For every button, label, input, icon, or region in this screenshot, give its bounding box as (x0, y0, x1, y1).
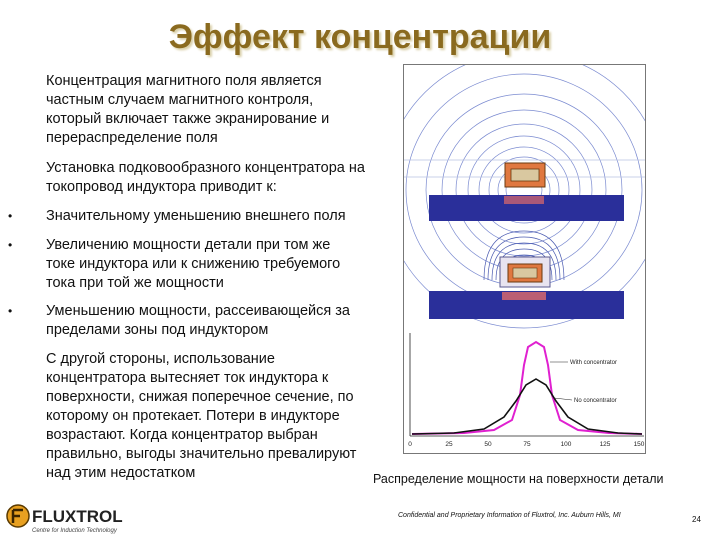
bullet-marker: • (8, 238, 13, 252)
field-figure (403, 64, 646, 454)
x-tick-label: 125 (599, 441, 611, 448)
bullet-marker: • (8, 304, 13, 318)
series-no-concentrator (412, 379, 642, 434)
fluxtrol-logo (4, 498, 144, 538)
bullet-item-3: Уменьшению мощности, рассеивающейся за пределами зоны под индуктором (46, 303, 350, 338)
bullet-marker: • (8, 209, 13, 223)
logo-subtitle: Centre for Induction Technology (32, 528, 117, 534)
legend-with-concentrator: With concentrator (570, 360, 618, 366)
lead-paragraph: Установка подковообразного концентратора на токопровод индуктора приводит к: (46, 160, 365, 195)
bullet-item-2: Увеличению мощности детали при том же токе индуктора или к снижению требуемого тока при той же мощности (46, 237, 341, 291)
series-with-concentrator (412, 342, 642, 434)
logo-wordmark: FLUXTROL (32, 507, 123, 526)
figure-caption: Распределение мощности на поверхности детали (373, 472, 664, 486)
intro-paragraph: Концентрация магнитного поля является частным случаем магнитного контроля, который включает также экранирование и перераспределение поля (46, 73, 330, 146)
legend-no-concentrator: No concentrator (574, 398, 617, 404)
x-tick-label: 0 (408, 441, 412, 448)
power-chart (408, 333, 645, 448)
x-tick-label: 25 (445, 441, 453, 448)
page-number: 24 (692, 515, 701, 524)
x-tick-label: 50 (484, 441, 492, 448)
x-tick-label: 100 (560, 441, 572, 448)
confidential-notice: Confidential and Proprietary Information of Fluxtrol, Inc. Auburn Hills, MI (398, 512, 621, 519)
x-tick-label: 150 (633, 441, 645, 448)
slide-title: Эффект концентрации (168, 18, 552, 56)
conclusion-paragraph: С другой стороны, использование концентратора вытесняет ток индуктора к поверхности, снижая поперечное сечение, по которому он протекает. Потери в индукторе возрастают. Когда концентратор выбран правильно, выгоды значительно превалируют над этим недостатком (46, 351, 357, 481)
bullet-item-1: Значительному уменьшению внешнего поля (46, 208, 346, 224)
x-tick-label: 75 (523, 441, 531, 448)
field-simulation-image (404, 65, 645, 453)
